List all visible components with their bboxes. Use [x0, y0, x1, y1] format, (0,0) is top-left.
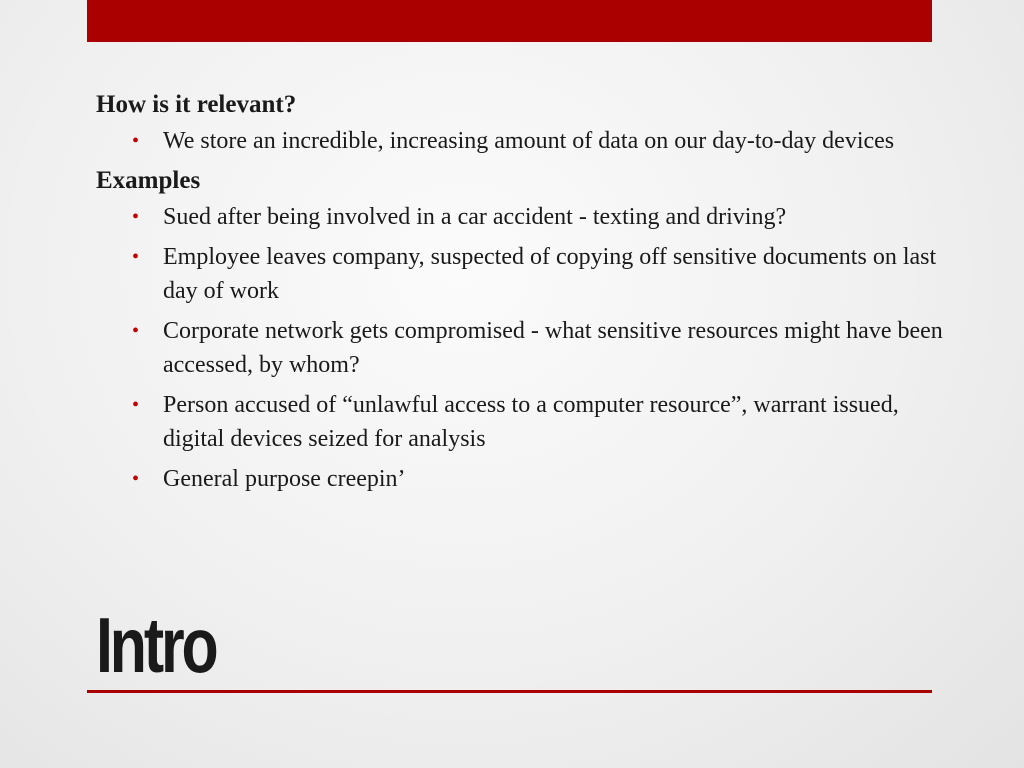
top-accent-bar — [87, 0, 932, 42]
list-item: • We store an incredible, increasing amount of data on our day-to-day devices — [96, 124, 946, 158]
list-item: • Corporate network gets compromised - what sensitive resources might have been accessed, by whom? — [96, 314, 946, 382]
bullet-icon: • — [132, 468, 140, 490]
list-item: • Employee leaves company, suspected of copying off sensitive documents on last day of work — [96, 240, 946, 308]
slide-body — [96, 88, 946, 502]
list-item: • Person accused of “unlawful access to a computer resource”, warrant issued, digital devices seized for analysis — [96, 388, 946, 456]
bullet-icon: • — [132, 246, 140, 268]
section-heading-relevance: How is it relevant? — [96, 91, 297, 118]
list-item: • Sued after being involved in a car accident - texting and driving? — [96, 200, 946, 234]
examples-bullet-list — [96, 200, 946, 496]
slide-title: Intro — [96, 601, 216, 689]
bullet-icon: • — [132, 206, 140, 228]
section-heading-examples: Examples — [96, 167, 201, 194]
bullet-icon: • — [132, 130, 140, 152]
list-item: • General purpose creepin’ — [96, 462, 946, 496]
title-underline — [87, 690, 932, 693]
relevance-bullet-list — [96, 124, 946, 158]
bullet-icon: • — [132, 394, 140, 416]
bullet-icon: • — [132, 320, 140, 342]
